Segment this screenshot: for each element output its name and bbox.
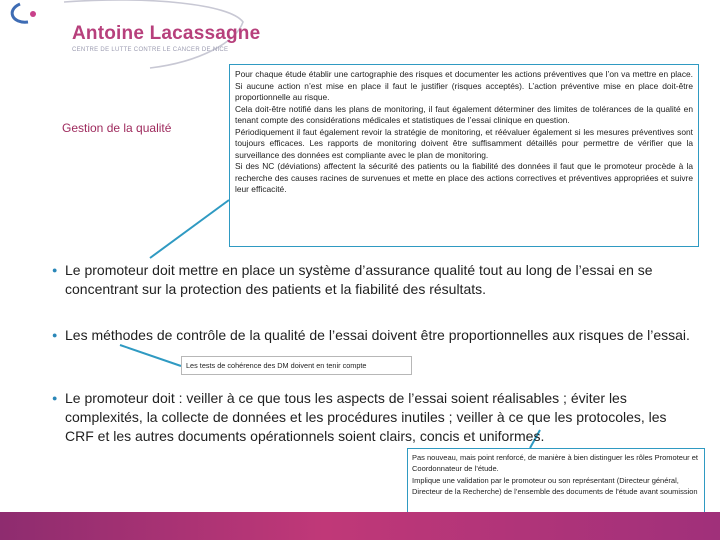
bullet-text: Le promoteur doit mettre en place un système d’assurance qualité tout au long de l’essai en se concentrant sur la protection des patients et la fiabilité des résultats.	[65, 262, 653, 297]
logo-subtitle: CENTRE DE LUTTE CONTRE LE CANCER DE NICE	[72, 47, 229, 53]
paragraph: Si des NC (déviations) affectent la sécurité des patients ou la fiabilité des données il faut que le promoteur procède à la recherche des causes racines de survenues et mette en place des actions correctives et préventives appropriées et suivre leur efficacité.	[235, 161, 693, 194]
bullet-text: Les méthodes de contrôle de la qualité de l’essai doivent être proportionnelles aux risques de l’essai.	[65, 327, 690, 343]
section-title: Gestion de la qualité	[62, 121, 172, 135]
note-line: Implique une validation par le promoteur ou son représentant (Directeur général, Directeur de la Recherche) de l’ensemble des documents de l’étude avant soumission	[412, 475, 698, 497]
bullet-dot-icon: ●	[52, 393, 58, 403]
note-dm-box: Les tests de cohérence des DM doivent en tenir compte	[181, 356, 412, 375]
paragraph: Périodiquement il faut également revoir la stratégie de monitoring, et réévaluer également si les mesures préventives sont toujours efficaces. Les rapports de monitoring doivent être suffisamment détaillés pour permettre de vérifier que la surveillance des données est compliante avec le plan de monitoring.	[235, 126, 693, 160]
bullet-item	[52, 326, 695, 345]
logo-name: Antoine Lacassagne	[72, 23, 261, 44]
footer-bar	[0, 512, 720, 540]
bullet-dot-icon: ●	[52, 330, 58, 340]
bullet-item	[52, 261, 695, 299]
connector-line-top	[150, 200, 229, 258]
note-roles-box	[407, 448, 705, 516]
note-line: Pas nouveau, mais point renforcé, de manière à bien distinguer les rôles Promoteur et Coordonnateur de l’étude.	[412, 453, 698, 474]
connector-line-dm	[120, 345, 181, 366]
bullet-text: Le promoteur doit : veiller à ce que tous les aspects de l’essai soient réalisables ; éviter les complexités, la collecte de données et les procédures inutiles ; veiller à ce que les protocoles, les CRF et les autres documents opérationnels soient clairs, concis et uniformes.	[65, 390, 667, 444]
paragraph: Cela doit-être notifié dans les plans de monitoring, il faut également déterminer des limites de tolérances de la qualité en tenant compte des considérations médicales et statistiques de l’essai clinique en question.	[235, 103, 693, 125]
bullet-item	[52, 389, 695, 446]
paragraph: Pour chaque étude établir une cartographie des risques et documenter les actions préventives que l’on va mettre en place. Si aucune action n’est mise en place il faut le justifier (risques acceptés). L’action préventive mise en place doit-être proportionnelle au risque.	[235, 69, 693, 102]
bullet-dot-icon: ●	[52, 265, 58, 275]
